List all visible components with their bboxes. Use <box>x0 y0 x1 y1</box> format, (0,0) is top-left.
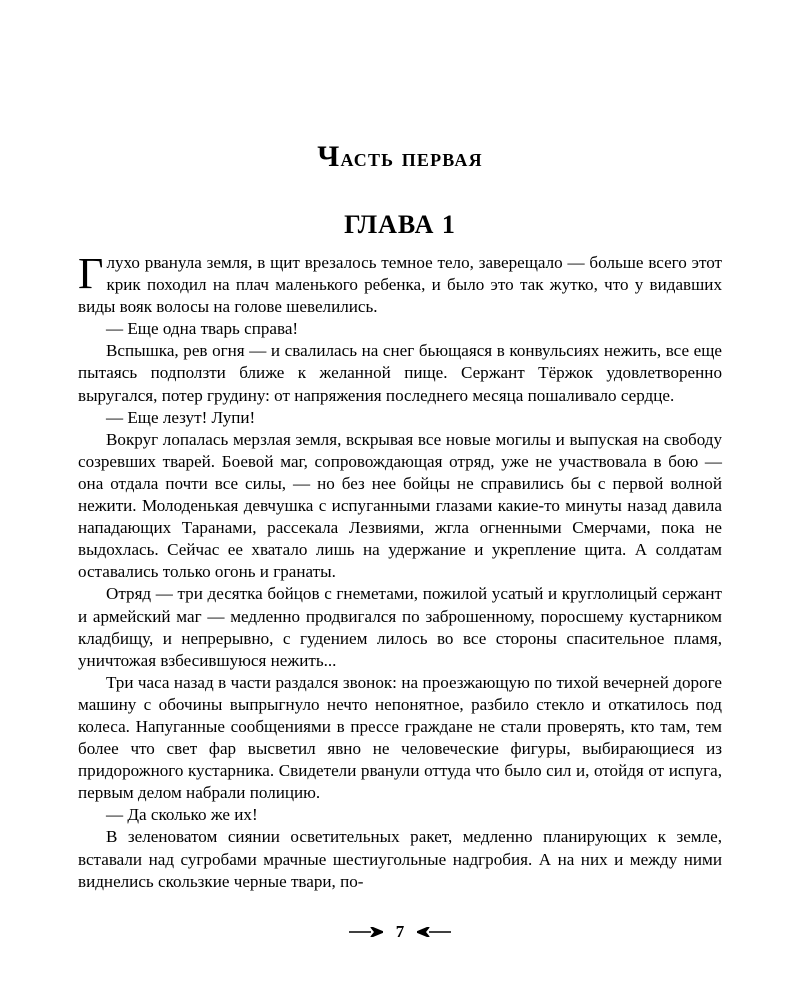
body-text <box>78 249 722 893</box>
paragraph-2: — Еще одна тварь справа! <box>106 319 299 339</box>
paragraph-1 <box>78 249 722 318</box>
paragraph-5: Вокруг лопалась мерзлая земля, вскрывая все новые могилы и выпуская на свободу созревших тварей. Боевой маг, сопровождающая отряд, уже не участвовала в бою — она отдала почти все силы, — но без нее бойцы не справились бы с первой волной нежити. Молоденькая девчушка с испуганными глазами какие-то минуты назад давила нападающих Таранами, рассекала Лезвиями, жгла огненными Смерчами, пока не выдохлась. Сейчас ее хватало лишь на удержание и укрепление щита. А солдатам оставались только огонь и гранаты. <box>78 429 722 582</box>
ornament-right-icon <box>417 927 451 937</box>
part-title <box>78 140 722 174</box>
drop-cap: Г <box>78 249 104 298</box>
paragraph-6: Отряд — три десятка бойцов с гнеметами, пожилой усатый и круглолицый сержант и армейский маг — медленно продвигался по заброшенному, поросшему кустарником кладбищу, и непрерывно, с гудением лилось во все стороны спасительное пламя, уничтожая взбесившуюся нежить... <box>78 584 722 670</box>
page-footer <box>0 922 800 942</box>
paragraph-9: В зеленоватом сиянии осветительных ракет, медленно планирующих к земле, вставали над сугробами мрачные шестиугольные надгробия. А на них и между ними виднелись скользкие черные твари, по- <box>78 827 722 891</box>
paragraph-3: Вспышка, рев огня — и свалилась на снег бьющаяся в конвульсиях нежить, все еще пытаясь подползти ближе к желанной пище. Сержант Тёржок удовлетворенно выругался, потер грудину: от напряжения последнего месяца пошаливало сердце. <box>78 341 722 405</box>
page-number: 7 <box>395 922 405 941</box>
paragraph-7: Три часа назад в части раздался звонок: на проезжающую по тихой вечерней дороге машину с обочины выпрыгнуло нечто непонятное, разбило стекло и откатилось под колеса. Напуганные сообщениями в прессе граждане не стали проверять, кто там, тем более что свет фар высветил явно не человеческие фигуры, выбирающиеся из придорожного кустарника. Свидетели рванули оттуда что было сил и, отойдя от испуга, первым делом набрали полицию. <box>78 672 722 803</box>
chapter-title: ГЛАВА 1 <box>344 210 456 239</box>
paragraph-8: — Да сколько же их! <box>106 805 258 825</box>
part-title-first-letter: Ч <box>317 140 341 173</box>
paragraph-text: лухо рванула земля, в щит врезалось темное тело, заверещало — больше всего этот крик походил на плач маленького ребенка, и было это так жутко, что у видавших виды вояк волосы на голове шевелились. <box>78 253 722 317</box>
paragraph-4: — Еще лезут! Лупи! <box>106 407 256 427</box>
ornament-left-icon <box>349 927 383 937</box>
part-title-rest: асть первая <box>340 145 483 172</box>
page-content <box>78 0 722 893</box>
